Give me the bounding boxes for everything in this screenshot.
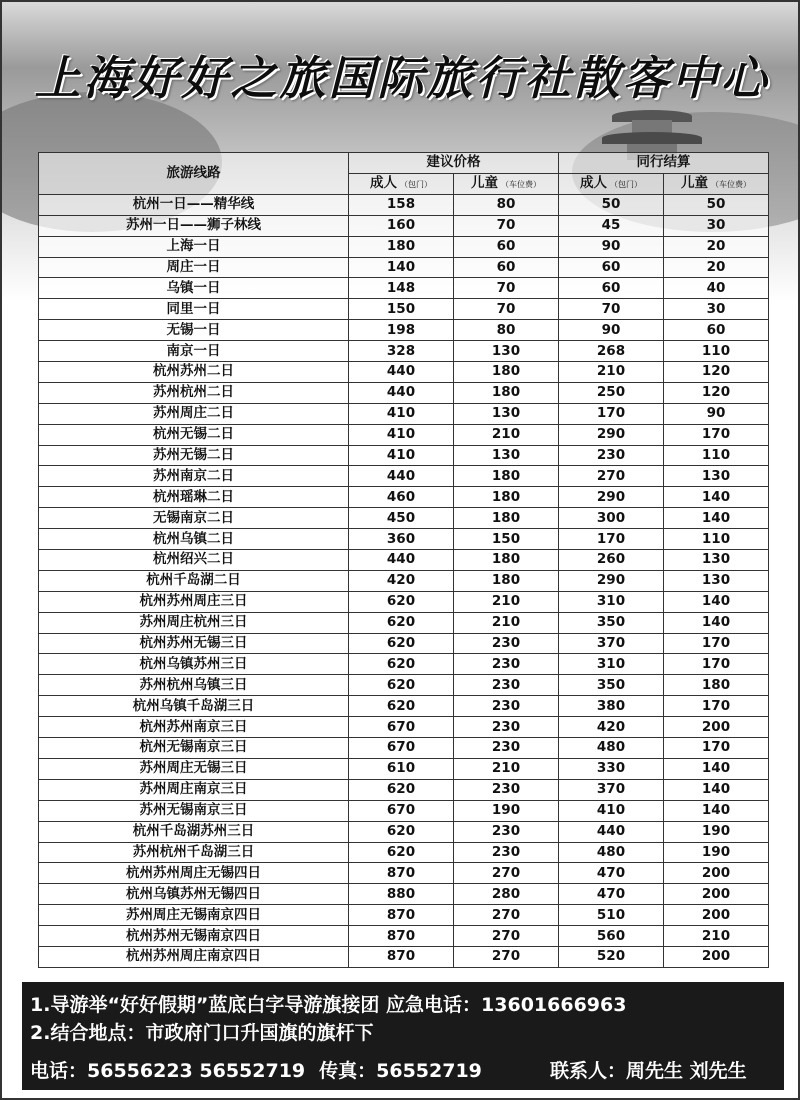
table-row <box>39 863 769 884</box>
table-row <box>39 487 769 508</box>
suggested-adult-cell: 450 <box>349 508 454 529</box>
table-row <box>39 821 769 842</box>
route-cell: 苏州无锡二日 <box>39 445 349 466</box>
settlement-adult-cell: 310 <box>559 654 664 675</box>
settlement-child-cell: 140 <box>664 591 769 612</box>
settlement-adult-cell: 300 <box>559 508 664 529</box>
suggested-child-cell: 210 <box>454 758 559 779</box>
route-cell: 苏州周庄二日 <box>39 403 349 424</box>
settlement-child-cell: 110 <box>664 529 769 550</box>
settlement-adult-cell: 480 <box>559 738 664 759</box>
settlement-adult-cell: 370 <box>559 779 664 800</box>
settlement-adult-cell: 290 <box>559 487 664 508</box>
settlement-child-cell: 170 <box>664 424 769 445</box>
suggested-child-cell: 230 <box>454 738 559 759</box>
settlement-adult-cell: 268 <box>559 341 664 362</box>
meeting-point-note: 2.结合地点：市政府门口升国旗的旗杆下 <box>30 1022 374 1044</box>
suggested-child-cell: 270 <box>454 946 559 967</box>
route-cell: 苏州周庄杭州三日 <box>39 612 349 633</box>
settlement-child-cell: 170 <box>664 654 769 675</box>
route-cell: 杭州乌镇千岛湖三日 <box>39 696 349 717</box>
suggested-adult-cell: 328 <box>349 341 454 362</box>
suggested-child-cell: 60 <box>454 236 559 257</box>
settlement-child-cell: 140 <box>664 612 769 633</box>
settlement-adult-cell: 170 <box>559 529 664 550</box>
suggested-child-cell: 80 <box>454 194 559 215</box>
settlement-child-cell: 170 <box>664 738 769 759</box>
table-row <box>39 320 769 341</box>
settlement-adult-cell: 260 <box>559 550 664 571</box>
settlement-adult-cell: 440 <box>559 821 664 842</box>
route-cell: 杭州绍兴二日 <box>39 550 349 571</box>
suggested-child-cell: 230 <box>454 633 559 654</box>
table-row <box>39 654 769 675</box>
settlement-adult-cell: 510 <box>559 905 664 926</box>
route-cell: 杭州千岛湖二日 <box>39 570 349 591</box>
suggested-adult-cell: 870 <box>349 905 454 926</box>
settlement-child-cell: 30 <box>664 215 769 236</box>
settlement-adult-cell: 410 <box>559 800 664 821</box>
suggested-adult-cell: 460 <box>349 487 454 508</box>
suggested-adult-cell: 880 <box>349 884 454 905</box>
route-cell: 杭州苏州二日 <box>39 362 349 383</box>
suggested-child-cell: 230 <box>454 696 559 717</box>
table-row <box>39 445 769 466</box>
contact-persons: 联系人：周先生 刘先生 <box>550 1060 747 1082</box>
suggested-child-cell: 180 <box>454 508 559 529</box>
settlement-child-cell: 170 <box>664 696 769 717</box>
suggested-adult-cell: 870 <box>349 946 454 967</box>
suggested-child-cell: 180 <box>454 570 559 591</box>
settlement-child-cell: 170 <box>664 633 769 654</box>
suggested-adult-cell: 360 <box>349 529 454 550</box>
suggested-child-cell: 190 <box>454 800 559 821</box>
table-row <box>39 779 769 800</box>
suggested-child-cell: 70 <box>454 215 559 236</box>
suggested-child-cell: 280 <box>454 884 559 905</box>
settlement-adult-cell: 310 <box>559 591 664 612</box>
settlement-adult-cell: 520 <box>559 946 664 967</box>
suggested-adult-cell: 440 <box>349 550 454 571</box>
settlement-adult-cell: 170 <box>559 403 664 424</box>
table-row <box>39 800 769 821</box>
suggested-child-cell: 230 <box>454 779 559 800</box>
settlement-adult-cell: 470 <box>559 863 664 884</box>
table-row <box>39 529 769 550</box>
contact-footer <box>22 982 784 1090</box>
suggested-child-cell: 130 <box>454 341 559 362</box>
route-header: 旅游线路 <box>39 153 349 195</box>
table-row <box>39 926 769 947</box>
settlement-child-cell: 140 <box>664 508 769 529</box>
settlement-adult-cell: 50 <box>559 194 664 215</box>
route-cell: 杭州无锡二日 <box>39 424 349 445</box>
settlement-child-cell: 20 <box>664 257 769 278</box>
suggested-adult-cell: 440 <box>349 466 454 487</box>
settlement-adult-cell: 290 <box>559 424 664 445</box>
suggested-adult-cell: 198 <box>349 320 454 341</box>
suggested-child-cell: 270 <box>454 926 559 947</box>
suggested-child-cell: 180 <box>454 466 559 487</box>
suggested-child-cell: 70 <box>454 299 559 320</box>
settlement-adult-cell: 350 <box>559 612 664 633</box>
suggested-adult-cell: 620 <box>349 591 454 612</box>
route-cell: 杭州乌镇苏州无锡四日 <box>39 884 349 905</box>
suggested-child-cell: 270 <box>454 863 559 884</box>
suggested-child-cell: 180 <box>454 362 559 383</box>
table-row <box>39 946 769 967</box>
table-row <box>39 570 769 591</box>
suggested-adult-cell: 670 <box>349 800 454 821</box>
suggested-adult-cell: 670 <box>349 717 454 738</box>
route-cell: 同里一日 <box>39 299 349 320</box>
suggested-child-cell: 180 <box>454 382 559 403</box>
route-cell: 杭州一日——精华线 <box>39 194 349 215</box>
suggested-adult-cell: 410 <box>349 424 454 445</box>
route-cell: 苏州杭州乌镇三日 <box>39 675 349 696</box>
suggested-child-cell: 230 <box>454 842 559 863</box>
route-cell: 杭州苏州周庄南京四日 <box>39 946 349 967</box>
table-row <box>39 236 769 257</box>
settlement-child-cell: 180 <box>664 675 769 696</box>
table-row <box>39 696 769 717</box>
settlement-child-cell: 40 <box>664 278 769 299</box>
settlement-adult-cell: 90 <box>559 320 664 341</box>
settlement-child-cell: 140 <box>664 758 769 779</box>
settlement-adult-cell: 350 <box>559 675 664 696</box>
suggested-child-cell: 130 <box>454 445 559 466</box>
suggested-adult-cell: 440 <box>349 382 454 403</box>
suggested-adult-cell: 620 <box>349 842 454 863</box>
settlement-child-cell: 120 <box>664 362 769 383</box>
settlement-child-cell: 30 <box>664 299 769 320</box>
settlement-adult-cell: 380 <box>559 696 664 717</box>
suggested-adult-cell: 620 <box>349 654 454 675</box>
settlement-child-cell: 110 <box>664 341 769 362</box>
suggested-adult-cell: 620 <box>349 612 454 633</box>
suggested-adult-cell: 620 <box>349 779 454 800</box>
suggested-adult-cell: 160 <box>349 215 454 236</box>
route-cell: 南京一日 <box>39 341 349 362</box>
settlement-adult-cell: 560 <box>559 926 664 947</box>
route-cell: 苏州周庄无锡南京四日 <box>39 905 349 926</box>
settlement-child-cell: 200 <box>664 946 769 967</box>
settlement-child-cell: 140 <box>664 779 769 800</box>
route-cell: 杭州千岛湖苏州三日 <box>39 821 349 842</box>
suggested-child-cell: 150 <box>454 529 559 550</box>
route-cell: 苏州南京二日 <box>39 466 349 487</box>
suggested-child-cell: 60 <box>454 257 559 278</box>
settlement-child-cell: 130 <box>664 570 769 591</box>
table-row <box>39 362 769 383</box>
route-cell: 杭州苏州周庄三日 <box>39 591 349 612</box>
table-row <box>39 550 769 571</box>
suggested-adult-cell: 420 <box>349 570 454 591</box>
suggested-child-cell: 210 <box>454 591 559 612</box>
table-row <box>39 299 769 320</box>
route-cell: 杭州无锡南京三日 <box>39 738 349 759</box>
settlement-child-header: 儿童 （车位费） <box>664 173 769 194</box>
fax-number: 传真：56552719 <box>319 1060 482 1082</box>
settlement-adult-cell: 90 <box>559 236 664 257</box>
route-cell: 苏州周庄无锡三日 <box>39 758 349 779</box>
suggested-adult-cell: 620 <box>349 675 454 696</box>
route-cell: 苏州一日——狮子林线 <box>39 215 349 236</box>
suggested-adult-cell: 610 <box>349 758 454 779</box>
suggested-adult-cell: 670 <box>349 738 454 759</box>
table-row <box>39 884 769 905</box>
suggested-adult-cell: 140 <box>349 257 454 278</box>
suggested-child-cell: 210 <box>454 424 559 445</box>
suggested-child-cell: 130 <box>454 403 559 424</box>
suggested-adult-cell: 870 <box>349 863 454 884</box>
settlement-child-cell: 190 <box>664 821 769 842</box>
suggested-adult-cell: 410 <box>349 403 454 424</box>
suggested-child-cell: 80 <box>454 320 559 341</box>
phone-numbers: 电话：56556223 56552719 <box>30 1060 306 1082</box>
settlement-adult-cell: 250 <box>559 382 664 403</box>
table-row <box>39 842 769 863</box>
table-row <box>39 215 769 236</box>
suggested-adult-cell: 620 <box>349 821 454 842</box>
settlement-child-cell: 190 <box>664 842 769 863</box>
suggested-adult-cell: 148 <box>349 278 454 299</box>
table-row <box>39 278 769 299</box>
suggested-adult-header: 成人 （包门） <box>349 173 454 194</box>
suggested-child-cell: 70 <box>454 278 559 299</box>
suggested-adult-cell: 410 <box>349 445 454 466</box>
settlement-adult-cell: 370 <box>559 633 664 654</box>
route-cell: 杭州乌镇苏州三日 <box>39 654 349 675</box>
settlement-price-header: 同行结算 <box>559 153 769 174</box>
table-row <box>39 508 769 529</box>
settlement-adult-cell: 210 <box>559 362 664 383</box>
settlement-child-cell: 200 <box>664 717 769 738</box>
suggested-price-header: 建议价格 <box>349 153 559 174</box>
settlement-adult-cell: 60 <box>559 257 664 278</box>
table-row <box>39 738 769 759</box>
settlement-child-cell: 210 <box>664 926 769 947</box>
route-cell: 无锡一日 <box>39 320 349 341</box>
settlement-child-cell: 140 <box>664 487 769 508</box>
suggested-adult-cell: 180 <box>349 236 454 257</box>
suggested-adult-cell: 620 <box>349 633 454 654</box>
table-row <box>39 424 769 445</box>
table-row <box>39 257 769 278</box>
route-cell: 上海一日 <box>39 236 349 257</box>
route-cell: 周庄一日 <box>39 257 349 278</box>
suggested-child-cell: 270 <box>454 905 559 926</box>
table-row <box>39 633 769 654</box>
contact-line <box>30 1056 747 1083</box>
table-row <box>39 194 769 215</box>
settlement-child-cell: 200 <box>664 905 769 926</box>
settlement-child-cell: 20 <box>664 236 769 257</box>
suggested-adult-cell: 158 <box>349 194 454 215</box>
settlement-adult-header: 成人 （包门） <box>559 173 664 194</box>
route-cell: 杭州苏州南京三日 <box>39 717 349 738</box>
settlement-child-cell: 200 <box>664 863 769 884</box>
route-cell: 乌镇一日 <box>39 278 349 299</box>
settlement-adult-cell: 70 <box>559 299 664 320</box>
table-row <box>39 758 769 779</box>
settlement-adult-cell: 60 <box>559 278 664 299</box>
table-row <box>39 591 769 612</box>
settlement-child-cell: 90 <box>664 403 769 424</box>
suggested-child-cell: 230 <box>454 675 559 696</box>
settlement-child-cell: 130 <box>664 466 769 487</box>
suggested-child-header: 儿童 （车位费） <box>454 173 559 194</box>
settlement-adult-cell: 45 <box>559 215 664 236</box>
route-cell: 无锡南京二日 <box>39 508 349 529</box>
route-cell: 杭州瑶琳二日 <box>39 487 349 508</box>
suggested-child-cell: 230 <box>454 654 559 675</box>
route-cell: 杭州苏州周庄无锡四日 <box>39 863 349 884</box>
table-row <box>39 466 769 487</box>
suggested-child-cell: 210 <box>454 612 559 633</box>
settlement-adult-cell: 290 <box>559 570 664 591</box>
settlement-adult-cell: 480 <box>559 842 664 863</box>
table-row <box>39 403 769 424</box>
table-row <box>39 612 769 633</box>
settlement-child-cell: 120 <box>664 382 769 403</box>
settlement-adult-cell: 420 <box>559 717 664 738</box>
table-row <box>39 675 769 696</box>
settlement-child-cell: 60 <box>664 320 769 341</box>
table-row <box>39 717 769 738</box>
table-row <box>39 382 769 403</box>
table-row <box>39 905 769 926</box>
table-row <box>39 341 769 362</box>
suggested-child-cell: 180 <box>454 487 559 508</box>
suggested-adult-cell: 870 <box>349 926 454 947</box>
suggested-child-cell: 230 <box>454 821 559 842</box>
settlement-adult-cell: 230 <box>559 445 664 466</box>
suggested-adult-cell: 440 <box>349 362 454 383</box>
route-cell: 苏州周庄南京三日 <box>39 779 349 800</box>
settlement-child-cell: 200 <box>664 884 769 905</box>
route-cell: 杭州苏州无锡三日 <box>39 633 349 654</box>
settlement-adult-cell: 470 <box>559 884 664 905</box>
route-cell: 苏州杭州千岛湖三日 <box>39 842 349 863</box>
settlement-child-cell: 140 <box>664 800 769 821</box>
suggested-child-cell: 230 <box>454 717 559 738</box>
page-title: 上海好好之旅国际旅行社散客中心 <box>34 51 770 105</box>
suggested-adult-cell: 620 <box>349 696 454 717</box>
settlement-adult-cell: 270 <box>559 466 664 487</box>
route-cell: 苏州无锡南京三日 <box>39 800 349 821</box>
suggested-child-cell: 180 <box>454 550 559 571</box>
suggested-adult-cell: 150 <box>349 299 454 320</box>
settlement-child-cell: 130 <box>664 550 769 571</box>
price-table <box>38 152 769 968</box>
route-cell: 杭州苏州无锡南京四日 <box>39 926 349 947</box>
settlement-child-cell: 50 <box>664 194 769 215</box>
settlement-child-cell: 110 <box>664 445 769 466</box>
route-cell: 苏州杭州二日 <box>39 382 349 403</box>
guide-flag-note: 1.导游举“好好假期”蓝底白字导游旗接团 应急电话：13601666963 <box>30 994 627 1016</box>
route-cell: 杭州乌镇二日 <box>39 529 349 550</box>
settlement-adult-cell: 330 <box>559 758 664 779</box>
